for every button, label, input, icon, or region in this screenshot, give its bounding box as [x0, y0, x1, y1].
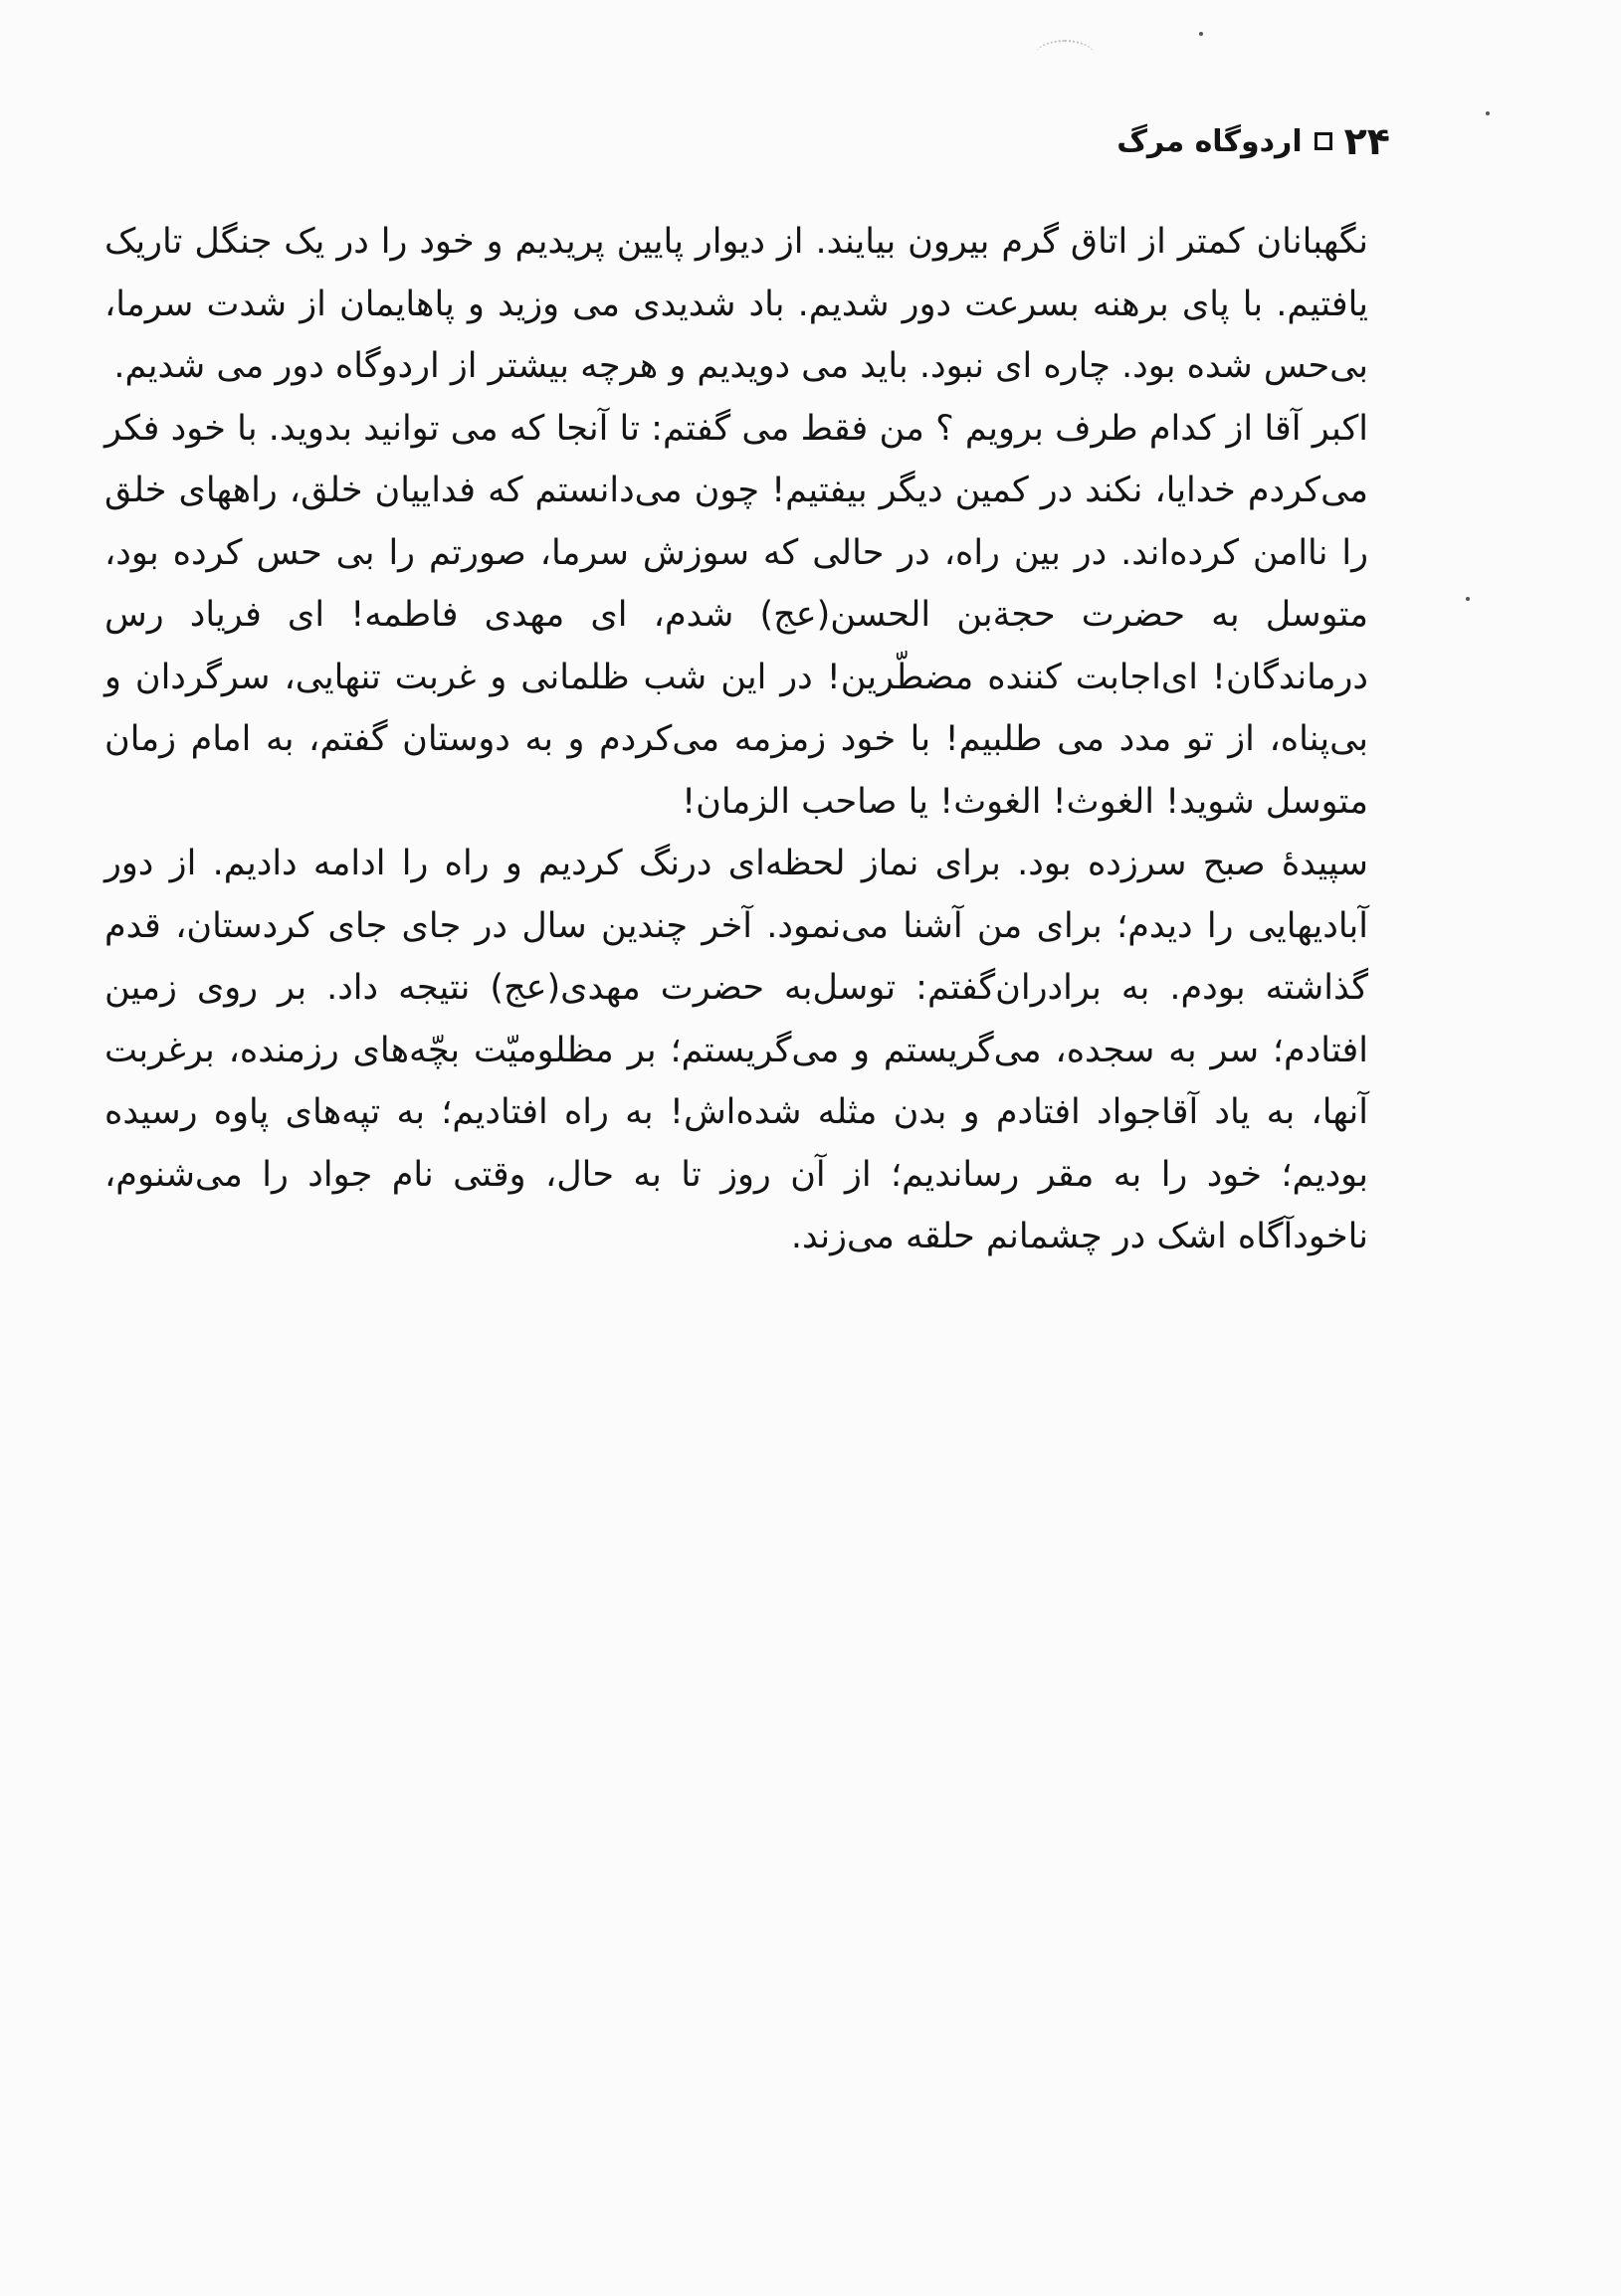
- paragraph: نگهبانان کمتر از اتاق گرم بیرون بیایند. از دیوار پایین پریدیم و خود را در یک جنگل تاریک یافتیم. با پای برهنه بسرعت دور شدیم. باد شدیدی می وزید و پاهایمان از شدت سرما، بی‌حس شده بود. چاره ای نبود. باید می دویدیم و هرچه بیشتر از اردوگاه دور می شدیم.: [104, 222, 1368, 386]
- scan-speck: [1199, 32, 1203, 36]
- paragraph: اکبر آقا از کدام طرف برویم ؟ من فقط می گفتم: تا آنجا که می توانید بدوید. با خود فکر می‌کردم خدایا، نکند در کمین دیگر بیفتیم! چون می‌دانستم که فداییان خلق، راههای خلق را ناامن کرده‌اند. در بین راه، در حالی که سوزش سرما، صورتم را بی حس کرده بود، متوسل به حضرت حجةبن الحسن(عج) شدم، ای مهدی فاطمه! ای فریاد رس درماندگان! ای‌اجابت کننده مضطّرین! در این شب ظلمانی و غربت تنهایی، سرگردان و بی‌پناه، از تو مدد می طلبیم! با خود زمزمه می‌کردم و به دوستان گفتم، به امام زمان متوسل شوید! الغوث! الغوث! یا صاحب الزمان!: [104, 408, 1368, 822]
- running-title: اردوگاه مرگ: [1116, 123, 1303, 159]
- square-icon: [1315, 132, 1332, 150]
- page-header: [1116, 119, 1390, 163]
- page-number: ۲۴: [1343, 119, 1390, 163]
- scan-speck: [1486, 111, 1490, 115]
- scan-speck: [1466, 597, 1470, 601]
- paragraph: سپیدهٔ صبح سرزده بود. برای نماز لحظه‌ای درنگ کردیم و راه را ادامه دادیم. از دور آبادیهایی را دیدم؛ برای من آشنا می‌نمود. آخر چندین سال در جای جای کردستان، قدم گذاشته بودم. به برادران‌گفتم: توسل‌به حضرت مهدی(عج) نتیجه داد. بر روی زمین افتادم؛ سر به سجده، می‌گریستم و می‌گریستم؛ بر مظلومیّت بچّه‌های رزمنده، برغربت آنها، به یاد آقاجواد افتادم و بدن مثله شده‌اش! به راه افتادیم؛ به تپه‌های پاوه رسیده بودیم؛ خود را به مقر رساندیم؛ از آن روز تا به حال، وقتی نام جواد را می‌شنوم، ناخودآگاه اشک در چشمانم حلقه می‌زند.: [104, 844, 1368, 1256]
- body-text: [104, 211, 1368, 1268]
- scan-smudge: [1035, 40, 1095, 72]
